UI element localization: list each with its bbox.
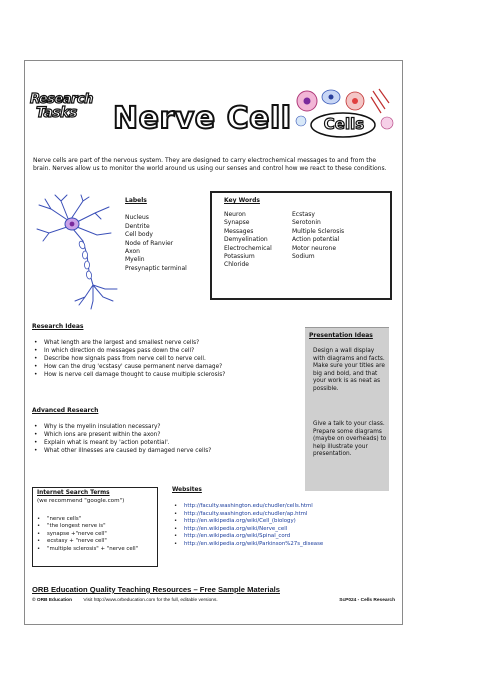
advanced-research-section — [32, 407, 302, 455]
presentation-idea-2: Give a talk to your class. Prepare some diagrams (maybe on overheads) to help illustrate your presentation. — [313, 421, 387, 458]
list-item: • Why is the myelin insulation necessary? — [32, 423, 302, 431]
worksheet-page — [24, 60, 403, 625]
list-item: • What other illnesses are caused by damaged nerve cells? — [32, 447, 302, 455]
label-item: Dentrite — [125, 222, 150, 230]
key-word: Serotonin — [292, 219, 321, 227]
key-word: Motor neurone — [292, 244, 337, 252]
key-word: Electrochemical — [224, 244, 272, 252]
presentation-ideas-box — [305, 327, 389, 491]
website-link[interactable]: http://faculty.washington.edu/chudler/ap.html — [184, 510, 308, 517]
label-item: Cell body — [125, 231, 153, 239]
key-words-box — [210, 191, 392, 300]
page-title: Nerve Cell — [113, 101, 292, 136]
key-words-heading: Key Words — [224, 197, 260, 204]
list-item: • Describe how signals pass from nerve cell to nerve cell. — [32, 355, 302, 363]
neuron-diagram-icon — [31, 193, 121, 311]
website-link[interactable]: http://faculty.washington.edu/chudler/cells.html — [184, 503, 313, 509]
labels-heading: Labels — [125, 197, 147, 204]
presentation-idea-1: Design a wall display with diagrams and facts. Make sure your titles are big and bold, and that your work is as neat as possible. — [313, 348, 385, 392]
research-ideas-section — [32, 323, 302, 379]
websites-heading: Websites — [172, 487, 202, 493]
key-word: Sodium — [292, 253, 315, 261]
internet-search-box — [32, 487, 158, 567]
key-word: Neuron — [224, 211, 246, 218]
labels-list — [125, 197, 215, 273]
search-term: • "the longest nerve is" — [35, 523, 155, 530]
search-term: • synapse +"nerve cell" — [35, 531, 155, 538]
key-word: Potassium — [224, 253, 255, 261]
footer-line — [32, 598, 395, 603]
search-term: • "multiple sclerosis" + "nerve cell" — [35, 546, 155, 553]
key-word: Ecstasy — [292, 211, 315, 218]
badge-line2: Tasks — [36, 105, 77, 121]
label-item: Axon — [125, 248, 140, 256]
label-item: Myelin — [125, 256, 145, 264]
research-tasks-badge — [30, 93, 102, 123]
key-word: Action potential — [292, 236, 340, 244]
label-item: Presynaptic terminal — [125, 264, 187, 272]
footer-code: ScP024 - Cells Research — [339, 598, 395, 603]
search-term: • ecstasy + "nerve cell" — [35, 538, 155, 545]
label-item: Node of Ranvier — [125, 239, 174, 247]
key-word: Demyelination — [224, 236, 268, 244]
badge-line1: Research — [30, 92, 93, 107]
list-item: • In which direction do messages pass down the cell? — [32, 347, 302, 355]
list-item: • What length are the largest and smallest nerve cells? — [32, 339, 302, 347]
footer-copyright: © ORB Education — [32, 598, 73, 603]
list-item: • Which ions are present within the axon? — [32, 431, 302, 439]
list-item: • How is nerve cell damage thought to cause multiple sclerosis? — [32, 371, 302, 379]
footer-visit: Visit http://www.orbeducation.com for the full, editable versions. — [83, 598, 218, 603]
key-words-col2 — [292, 211, 344, 261]
search-term: • "nerve cells" — [35, 516, 155, 523]
footer-title: ORB Education Quality Teaching Resources – Free Sample Materials — [32, 585, 280, 594]
key-words-col1 — [224, 211, 272, 270]
presentation-ideas-heading: Presentation Ideas — [309, 332, 373, 339]
website-link[interactable]: http://en.wikipedia.org/wiki/Cell_(biology) — [184, 518, 296, 525]
websites-section — [172, 487, 392, 549]
website-link[interactable]: http://en.wikipedia.org/wiki/Nerve_cell — [184, 525, 288, 532]
cells-badge — [293, 87, 395, 139]
research-ideas-heading: Research Ideas — [32, 323, 84, 330]
key-word: Synapse — [224, 219, 250, 227]
website-link[interactable]: http://en.wikipedia.org/wiki/Parkinson%27s_disease — [184, 540, 324, 547]
label-item: Nucleus — [125, 214, 149, 222]
list-item: • How can the drug 'ecstasy' cause permanent nerve damage? — [32, 363, 302, 371]
internet-search-subheading: (we recommend "google.com") — [37, 498, 125, 504]
list-item: • Explain what is meant by 'action potential'. — [32, 439, 302, 447]
key-word: Multiple Sclerosis — [292, 227, 345, 235]
key-word: Chloride — [224, 261, 249, 269]
website-link[interactable]: http://en.wikipedia.org/wiki/Spinal_cord — [184, 533, 291, 540]
advanced-research-heading: Advanced Research — [32, 407, 99, 414]
intro-paragraph: Nerve cells are part of the nervous system. They are designed to carry electrochemical messages to and from the brain. Nerves allow us to monitor the world around us using our senses and control how we react to these conditions. — [33, 157, 387, 173]
key-word: Messages — [224, 227, 254, 235]
internet-search-heading: Internet Search Terms — [37, 490, 110, 496]
cells-badge-label: Cells — [323, 115, 365, 133]
